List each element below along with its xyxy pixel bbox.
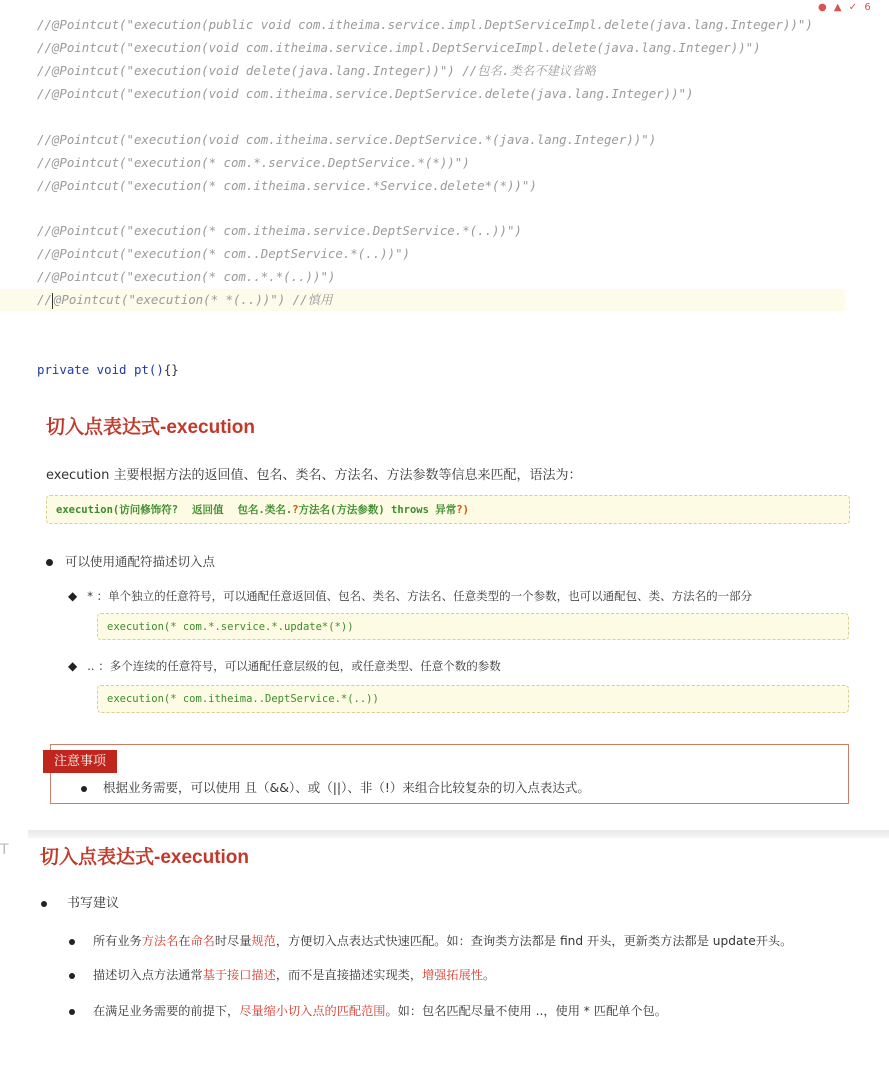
syntax-part-optional: ? xyxy=(292,503,299,516)
item2-text-c: ，而不是直接描述实现类， xyxy=(275,968,423,982)
bullet-dot-icon xyxy=(41,901,47,907)
item1-highlight-naming: 命名 xyxy=(190,934,215,948)
suggestion-item-2 xyxy=(69,966,495,983)
item2-text-e: 。 xyxy=(483,968,496,982)
item3-highlight-narrow-scope: 尽量缩小切入点的匹配范围 xyxy=(239,1004,386,1018)
item3-text-c: 。如：包名匹配尽量不使用 ..，使用 * 匹配单个包。 xyxy=(385,1004,667,1018)
bullet-dot-icon xyxy=(46,559,53,566)
item1-highlight-method-name: 方法名 xyxy=(141,934,179,948)
slide-execution-syntax xyxy=(28,395,881,830)
code-line-8[interactable]: //@Pointcut("execution(* com.itheima.service.DeptService.*(..))") xyxy=(37,223,522,238)
star-wildcard-item xyxy=(68,588,752,604)
note-label: 注意事项 xyxy=(43,750,117,773)
code-line-10[interactable]: //@Pointcut("execution(* com..*.*(..))") xyxy=(37,269,336,284)
wildcard-bullet-text: 可以使用通配符描述切入点 xyxy=(65,554,216,569)
note-text: 根据业务需要，可以使用 且（&&）、或（||）、非（!）来组合比较复杂的切入点表达式。 xyxy=(103,780,590,795)
dots-example-box xyxy=(97,685,849,713)
code-line-current[interactable] xyxy=(0,289,845,311)
bullet-dot-icon xyxy=(69,1009,75,1015)
bullet-dot-icon xyxy=(69,973,75,979)
star-wildcard-text: * ：单个独立的任意符号，可以通配任意返回值、包名、类名、方法名、任意类型的一个参数，也可以通配包、类、方法名的一部分 xyxy=(87,589,753,603)
diamond-bullet-icon: ◆ xyxy=(68,589,78,603)
suggestion-item-1 xyxy=(69,932,792,949)
dots-wildcard-text: .. ：多个连续的任意符号，可以通配任意层级的包，或任意类型、任意个数的参数 xyxy=(87,659,501,673)
dots-example-code: execution(* com.itheima..DeptService.*(..)) xyxy=(107,693,379,705)
code-line-2[interactable]: //@Pointcut("execution(void com.itheima.service.impl.DeptServiceImpl.delete(java.lang.Integer))") xyxy=(37,40,761,55)
item2-highlight-extensibility: 增强拓展性 xyxy=(422,968,483,982)
code-line-4[interactable]: //@Pointcut("execution(void com.itheima.service.DeptService.delete(java.lang.Integer))") xyxy=(37,86,694,101)
item2-text-a: 描述切入点方法通常 xyxy=(93,968,203,982)
syntax-part-package: 包名.类名. xyxy=(237,504,293,516)
method-declaration[interactable] xyxy=(37,359,179,381)
method-braces: {} xyxy=(163,362,179,377)
diamond-bullet-icon: ◆ xyxy=(68,659,78,673)
item3-text-a: 在满足业务需要的前提下， xyxy=(93,1004,240,1018)
suggestion-bullet xyxy=(41,892,119,911)
code-editor[interactable] xyxy=(0,0,889,395)
syntax-part-end: ?) xyxy=(456,503,469,516)
code-line-7[interactable]: //@Pointcut("execution(* com.itheima.service.*Service.delete*(*))") xyxy=(37,178,537,193)
item1-text-g: ，方便切入点表达式快速匹配。如：查询类方法都是 find 开头，更新类方法都是 update开头。 xyxy=(275,934,793,948)
slide-writing-suggestions xyxy=(28,838,889,1084)
text-caret xyxy=(52,293,53,309)
item1-highlight-standard: 规范 xyxy=(251,934,276,948)
code-line-5[interactable]: //@Pointcut("execution(void com.itheima.service.DeptService.*(java.lang.Integer))") xyxy=(37,132,657,147)
syntax-box xyxy=(46,495,850,524)
note-item xyxy=(81,778,590,796)
intro-text: execution 主要根据方法的返回值、包名、类名、方法名、方法参数等信息来匹配，语法为： xyxy=(46,468,582,483)
code-line-3[interactable]: //@Pointcut("execution(void delete(java.lang.Integer))") //包名.类名不建议省略 xyxy=(37,63,597,78)
syntax-part-return: 返回值 xyxy=(192,504,224,516)
dots-wildcard-item xyxy=(68,658,501,674)
item2-highlight-interface: 基于接口描述 xyxy=(202,968,276,982)
code-line-6[interactable]: //@Pointcut("execution(* com.*.service.DeptService.*(*))") xyxy=(37,155,470,170)
syntax-part-modifier: execution(访问修饰符? xyxy=(56,504,179,516)
slide-title: 切入点表达式-execution xyxy=(40,847,250,868)
suggestion-item-3 xyxy=(69,1002,667,1019)
method-signature: private void pt() xyxy=(37,362,164,377)
current-line-text: @Pointcut("execution(* *(..))") //慎用 xyxy=(53,292,333,307)
item1-text-a: 所有业务 xyxy=(93,934,142,948)
syntax-part-method: 方法名(方法参数) throws 异常 xyxy=(298,504,457,516)
comment-prefix: // xyxy=(37,292,52,307)
edge-fragment: T xyxy=(0,842,9,858)
star-example-code: execution(* com.*.service.*.update*(*)) xyxy=(107,620,354,633)
item1-text-c: 在 xyxy=(178,934,191,948)
code-line-1[interactable]: //@Pointcut("execution(public void com.itheima.service.impl.DeptServiceImpl.delete(java.lang.Integer))") xyxy=(37,17,813,32)
wildcard-bullet xyxy=(46,552,215,570)
inspection-indicators[interactable]: ● ▲ ✓ 6 xyxy=(818,2,873,13)
bullet-dot-icon xyxy=(69,939,75,945)
slide-title: 切入点表达式-execution xyxy=(46,417,256,438)
bullet-dot-icon xyxy=(81,786,87,792)
code-line-9[interactable]: //@Pointcut("execution(* com..DeptService.*(..))") xyxy=(37,246,410,261)
suggestion-bullet-text: 书写建议 xyxy=(67,896,120,911)
note-box xyxy=(50,744,849,804)
item1-text-e: 时尽量 xyxy=(214,934,252,948)
star-example-box xyxy=(97,613,849,640)
